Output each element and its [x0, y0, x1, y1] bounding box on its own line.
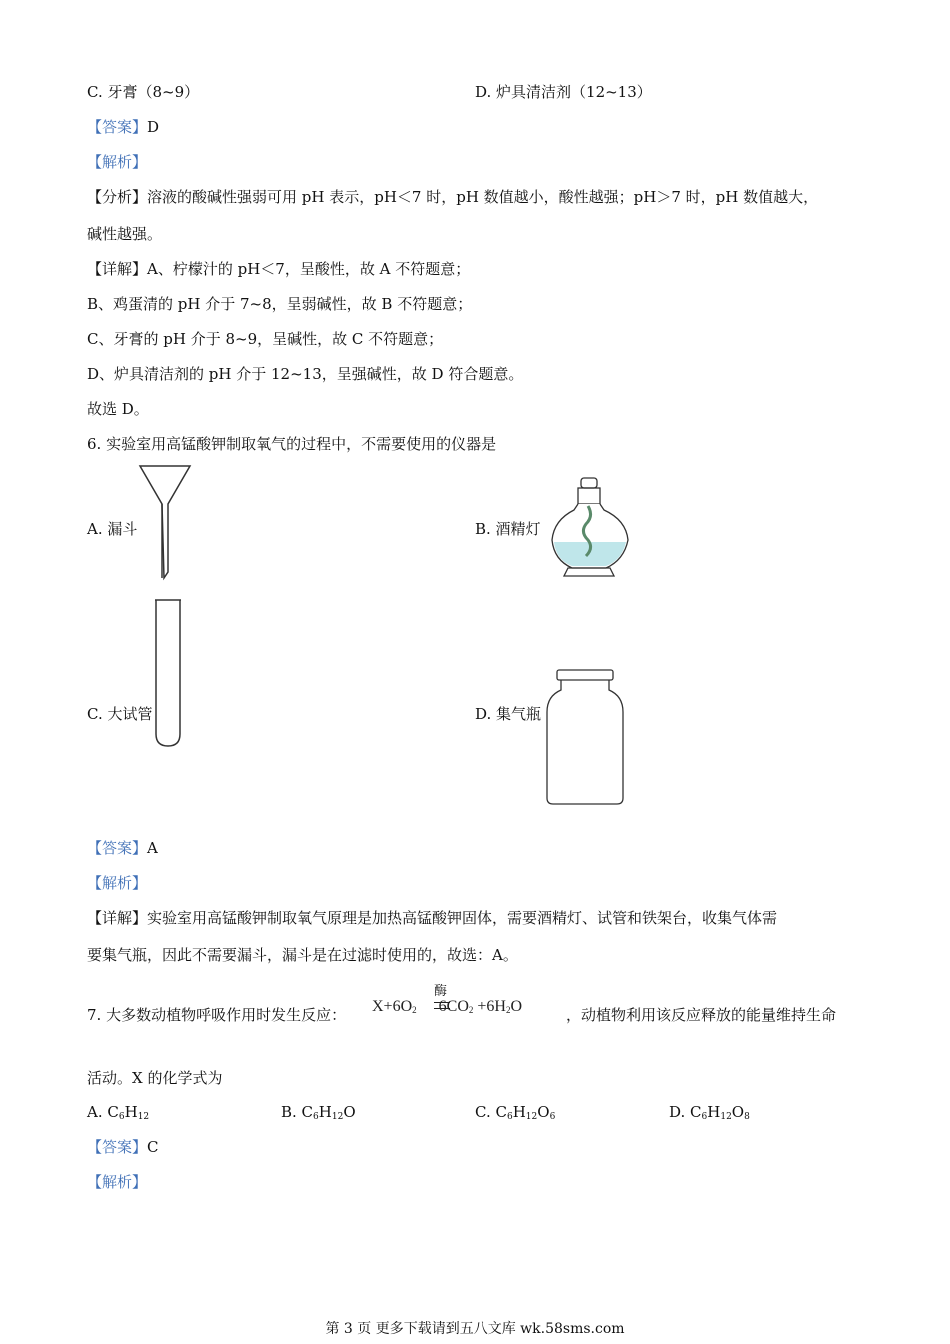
- answer-tag: 【答案】: [87, 839, 148, 857]
- test-tube-icon: [154, 598, 184, 750]
- opt-c-h: H: [512, 1103, 526, 1121]
- q6-option-b: B. 酒精灯: [475, 520, 541, 538]
- opt-c-sub1: 6: [506, 1112, 513, 1122]
- opt-a-h: H: [124, 1103, 138, 1121]
- gas-bottle-icon: [543, 668, 629, 808]
- opt-b-sub1: 6: [313, 1112, 319, 1122]
- opt-a-label: A. C: [87, 1103, 119, 1121]
- q6-detail-line2: 要集气瓶，因此不需要漏斗，漏斗是在过滤时使用的，故选：A。: [87, 946, 518, 964]
- opt-d-sub3: 8: [744, 1112, 750, 1122]
- opt-d-sub1: 6: [701, 1112, 708, 1122]
- opt-d-label: D. C: [669, 1103, 702, 1121]
- q7-answer: [87, 1137, 159, 1157]
- eq-plus: +6H: [473, 998, 506, 1015]
- q5-answer: [87, 117, 159, 137]
- page-footer: 第 3 页 更多下载请到五八文库 wk.58sms.com: [325, 1321, 625, 1337]
- q6-detail-line1: [87, 908, 777, 928]
- q7-stem-line2: 活动。X 的化学式为: [87, 1069, 223, 1087]
- fenxi-tag: 【分析】: [87, 188, 148, 206]
- q6-analysis-tag: 【解析】: [87, 874, 148, 892]
- answer-value: D: [147, 118, 160, 136]
- q6-option-d: D. 集气瓶: [475, 705, 542, 723]
- funnel-icon: [138, 464, 194, 582]
- eq-x: X+6O: [372, 998, 413, 1015]
- opt-b-label: B. C: [281, 1103, 314, 1121]
- opt-d-sub2: 12: [720, 1112, 732, 1122]
- q5-fenxi-line1: [87, 187, 818, 207]
- q7-option-b: [281, 1102, 356, 1127]
- q5-detail-b: B、鸡蛋清的 pH 介于 7~8，呈弱碱性，故 B 不符题意；: [87, 295, 473, 313]
- eq-sub3: 2: [505, 1005, 511, 1015]
- q6-option-c: C. 大试管: [87, 705, 153, 723]
- answer-tag: 【答案】: [87, 1138, 148, 1156]
- eq-end: O: [510, 998, 523, 1015]
- q5-fenxi-line2: 碱性越强。: [87, 225, 163, 243]
- opt-c-label: C. C: [475, 1103, 507, 1121]
- eq-mid: 6CO: [438, 998, 469, 1015]
- respiration-equation: [372, 983, 560, 1028]
- q5-detail-d: D、炉具清洁剂的 pH 介于 12~13，呈强碱性，故 D 符合题意。: [87, 365, 524, 383]
- opt-b-tail: O: [343, 1103, 356, 1121]
- q6-option-a: A. 漏斗: [87, 520, 138, 538]
- opt-b-h: H: [318, 1103, 332, 1121]
- q7-stem-post: ，动植物利用该反应释放的能量维持生命: [566, 1006, 837, 1024]
- q5-option-d: D. 炉具清洁剂（12~13）: [475, 83, 652, 101]
- opt-a-sub1: 6: [118, 1112, 125, 1122]
- opt-c-sub3: 6: [549, 1112, 556, 1122]
- q6-answer: [87, 838, 158, 858]
- eq-sub1: 2: [412, 1005, 417, 1015]
- opt-c-sub2: 12: [525, 1112, 538, 1122]
- opt-d-h: H: [707, 1103, 721, 1121]
- answer-value: C: [147, 1138, 159, 1156]
- q6-stem: 6. 实验室用高锰酸钾制取氧气的过程中，不需要使用的仪器是: [87, 435, 497, 453]
- q5-detail-a: [87, 259, 470, 279]
- opt-a-sub2: 12: [137, 1112, 150, 1122]
- q7-analysis-tag: 【解析】: [87, 1173, 148, 1191]
- alcohol-lamp-icon: [548, 476, 634, 580]
- opt-c-tail: O: [537, 1103, 550, 1121]
- detail-tag: 【详解】: [87, 260, 148, 278]
- equation-body: [372, 998, 522, 1016]
- detail-a-text: A、柠檬汁的 pH＜7，呈酸性，故 A 不符题意；: [147, 260, 471, 278]
- q7-option-a: [87, 1102, 149, 1127]
- detail-text: 实验室用高锰酸钾制取氧气原理是加热高锰酸钾固体，需要酒精灯、试管和铁架台，收集气体需: [147, 909, 778, 927]
- opt-d-tail: O: [731, 1103, 745, 1121]
- eq-sub2: 2: [468, 1005, 474, 1015]
- q5-option-c: C. 牙膏（8~9）: [87, 83, 200, 101]
- q7-option-d: [669, 1102, 750, 1127]
- q7-stem-pre: 7. 大多数动植物呼吸作用时发生反应：: [87, 1006, 347, 1024]
- q5-analysis-tag: 【解析】: [87, 153, 148, 171]
- opt-b-sub2: 12: [331, 1112, 344, 1122]
- equation-condition: 酶: [434, 983, 448, 998]
- answer-value: A: [147, 839, 158, 857]
- q5-conclusion: 故选 D。: [87, 400, 149, 418]
- detail-tag: 【详解】: [87, 909, 148, 927]
- answer-tag: 【答案】: [87, 118, 148, 136]
- q7-option-c: [475, 1102, 555, 1127]
- q5-detail-c: C、牙膏的 pH 介于 8~9，呈碱性，故 C 不符题意；: [87, 330, 444, 348]
- fenxi-text: 溶液的酸碱性强弱可用 pH 表示，pH＜7 时，pH 数值越小，酸性越强；pH＞7 时，pH 数值越大，: [147, 188, 819, 206]
